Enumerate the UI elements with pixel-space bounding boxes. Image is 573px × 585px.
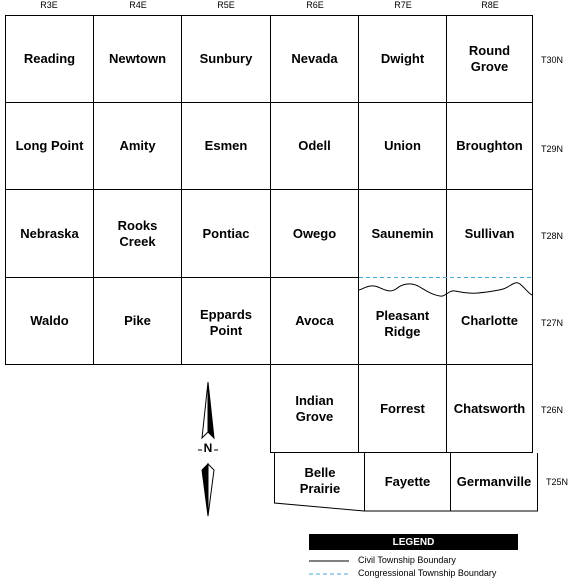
township-label: Chatsworth bbox=[453, 400, 526, 416]
township-eppards-point bbox=[181, 277, 271, 365]
township-label: Eppards Point bbox=[199, 307, 252, 338]
township-indian-grove bbox=[270, 364, 359, 453]
township-long-point bbox=[5, 102, 94, 190]
township-esmen bbox=[181, 102, 271, 190]
township-chatsworth bbox=[446, 364, 533, 453]
township-label: Owego bbox=[292, 225, 337, 241]
township-label: Union bbox=[384, 138, 421, 153]
township-label: Indian Grove bbox=[295, 392, 334, 424]
township-sunbury bbox=[181, 15, 271, 103]
township-newtown bbox=[93, 15, 182, 103]
range-label-r5e: R5E bbox=[217, 0, 235, 10]
township-label: Pike bbox=[124, 313, 151, 328]
tier-label-t26n: T26N bbox=[541, 405, 564, 415]
tier-label-t30n: T30N bbox=[541, 55, 564, 65]
legend-title bbox=[309, 534, 518, 550]
tier-label-t29n: T29N bbox=[541, 144, 564, 154]
township-label: Broughton bbox=[456, 138, 523, 153]
township-waldo bbox=[5, 277, 94, 365]
range-label-r7e: R7E bbox=[394, 0, 412, 10]
township-label: Fayette bbox=[384, 474, 431, 489]
township-union bbox=[358, 102, 447, 190]
legend-civil-label: Civil Township Boundary bbox=[358, 555, 456, 565]
legend-congressional-line bbox=[309, 572, 349, 576]
township-label: Germanville bbox=[456, 474, 532, 489]
township-nevada bbox=[270, 15, 359, 103]
north-label: N bbox=[203, 441, 213, 455]
township-dwight bbox=[358, 15, 447, 103]
township-label: Amity bbox=[119, 138, 156, 153]
township-label: Belle Prairie bbox=[299, 465, 341, 496]
township-saunemin bbox=[358, 189, 447, 278]
township-sullivan bbox=[446, 189, 533, 278]
township-label: Odell bbox=[298, 138, 331, 153]
township-label: Pontiac bbox=[202, 225, 250, 241]
township-label: Esmen bbox=[204, 138, 248, 153]
township-owego bbox=[270, 189, 359, 278]
township-label: Long Point bbox=[15, 138, 84, 153]
township-reading bbox=[5, 15, 94, 103]
township-label: Avoca bbox=[295, 313, 334, 328]
township-round-grove bbox=[446, 15, 533, 103]
township-pleasant-ridge bbox=[358, 277, 447, 365]
township-label: Sullivan bbox=[464, 225, 515, 241]
township-avoca bbox=[270, 277, 359, 365]
tier-label-t25n: T25N bbox=[546, 477, 569, 487]
tier-label-t28n: T28N bbox=[541, 231, 564, 241]
legend-title-text: LEGEND bbox=[392, 536, 435, 548]
township-pike bbox=[93, 277, 182, 365]
township-nebraska bbox=[5, 189, 94, 278]
township-label: Saunemin bbox=[371, 225, 434, 241]
range-label-r8e: R8E bbox=[481, 0, 499, 10]
township-label: Newtown bbox=[108, 51, 167, 66]
township-label: Charlotte bbox=[460, 313, 519, 328]
township-label: Forrest bbox=[380, 400, 425, 416]
township-label: Nevada bbox=[291, 51, 338, 66]
township-belle-prairie bbox=[275, 453, 365, 509]
township-label: Round Grove bbox=[468, 43, 511, 74]
tier-label-t27n: T27N bbox=[541, 318, 564, 328]
township-broughton bbox=[446, 102, 533, 190]
township-amity bbox=[93, 102, 182, 190]
township-rooks-creek bbox=[93, 189, 182, 278]
township-germanville bbox=[450, 453, 538, 511]
township-odell bbox=[270, 102, 359, 190]
legend-civil-line bbox=[309, 559, 349, 563]
township-pontiac bbox=[181, 189, 271, 278]
township-label: Pleasant Ridge bbox=[375, 308, 430, 339]
range-label-r3e: R3E bbox=[40, 0, 58, 10]
legend-congressional-label: Congressional Township Boundary bbox=[358, 568, 497, 578]
township-label: Sunbury bbox=[199, 51, 253, 66]
township-label: Waldo bbox=[30, 313, 69, 328]
range-label-r6e: R6E bbox=[306, 0, 324, 10]
range-label-r4e: R4E bbox=[129, 0, 147, 10]
township-label: Dwight bbox=[380, 51, 425, 66]
township-label: Reading bbox=[23, 51, 76, 66]
township-fayette bbox=[364, 453, 451, 511]
township-charlotte bbox=[446, 277, 533, 365]
township-label: Rooks Creek bbox=[117, 217, 158, 249]
township-label: Nebraska bbox=[20, 225, 79, 241]
township-forrest bbox=[358, 364, 447, 453]
